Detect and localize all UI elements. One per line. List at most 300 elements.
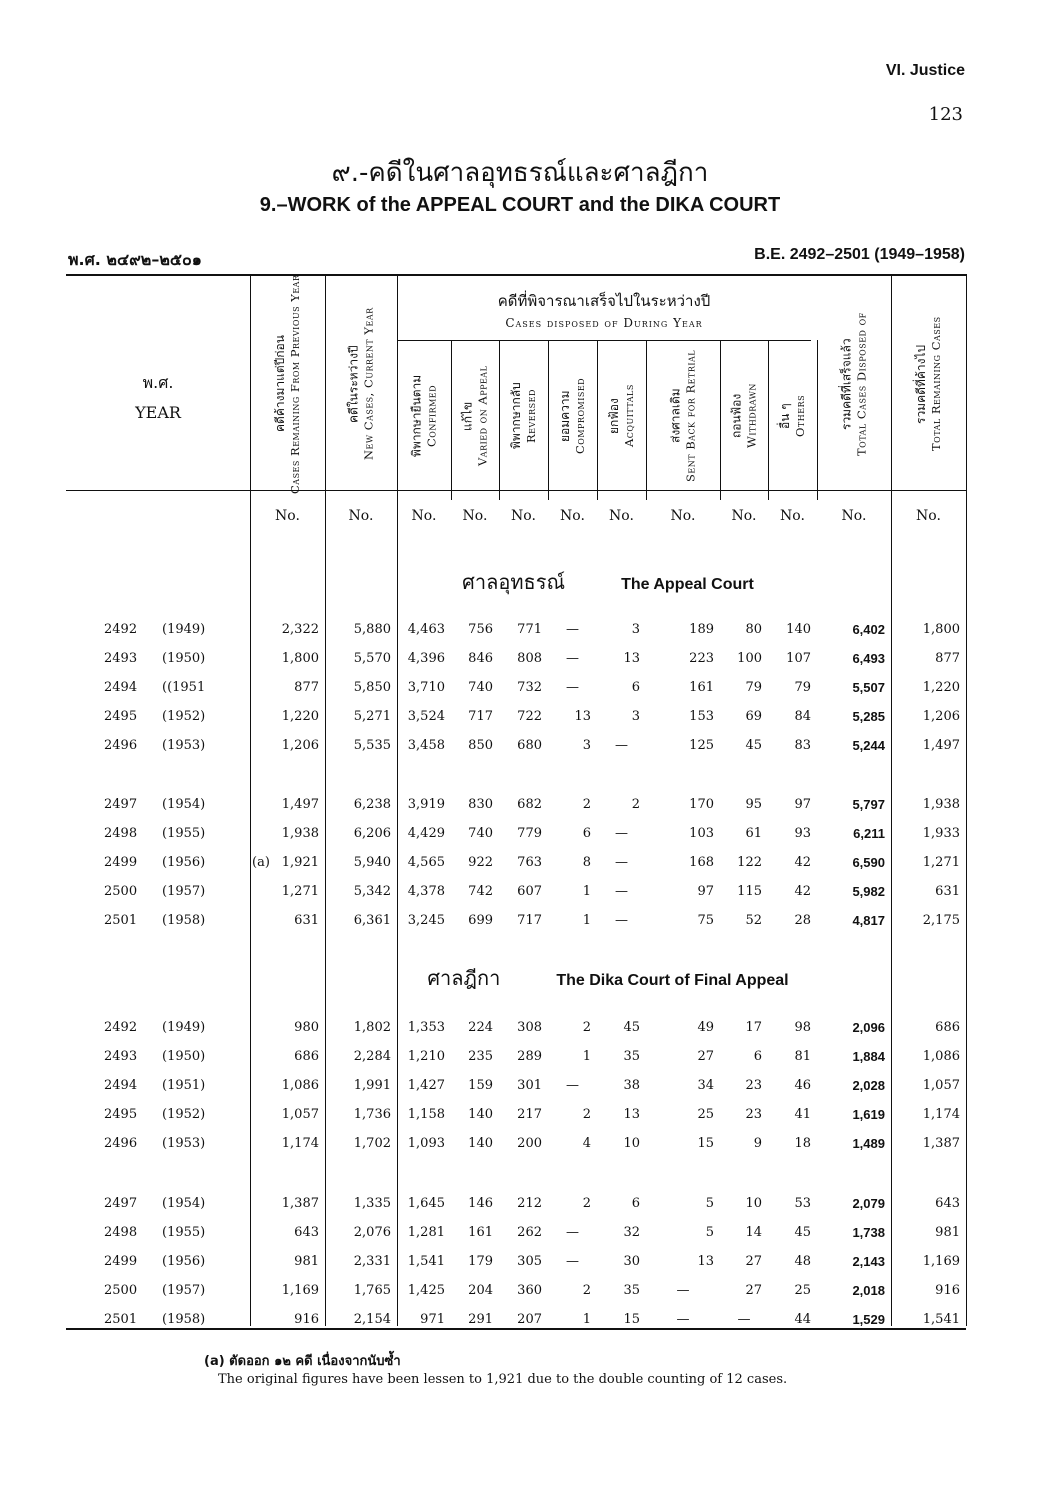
- table-cell: 1,541: [922, 1312, 960, 1327]
- table-cell: 1,353: [407, 1020, 445, 1035]
- table-cell: 916: [935, 1283, 960, 1298]
- column-header-text: [558, 378, 587, 454]
- column-header-english: Acquittals: [621, 384, 636, 448]
- table-cell: 3: [631, 709, 640, 724]
- column-header-text: [460, 366, 489, 466]
- column-header-thai: คดีค้างมาแต่ปีก่อน: [272, 335, 287, 433]
- period: B.E. 2492–2501 (1949–1958): [754, 246, 965, 263]
- column-header-english: Sent Back for Retrial: [683, 349, 698, 483]
- table-cell: 2,284: [353, 1049, 391, 1064]
- table-cell: 5,285: [852, 709, 885, 724]
- table-cell: 5,342: [353, 884, 391, 899]
- group-divider: [397, 340, 811, 341]
- table-cell: 159: [468, 1078, 493, 1093]
- table-cell: 2,322: [281, 622, 319, 637]
- table-cell: 1: [582, 884, 591, 899]
- table-cell: 643: [294, 1225, 319, 1240]
- table-cell: 212: [517, 1196, 542, 1211]
- year-ad: (1958): [162, 913, 206, 928]
- table-cell: 83: [794, 738, 811, 753]
- column-header-thai: ส่งศาลเดิม: [668, 388, 683, 444]
- court-title-english: The Appeal Court: [621, 576, 754, 593]
- year-be: 2500: [104, 1283, 138, 1298]
- column-header-english: Total Cases Disposed of: [854, 312, 869, 456]
- table-cell: 8: [582, 855, 591, 870]
- column-header-thai: ยกฟ้อง: [606, 398, 621, 434]
- table-cell: 3,524: [407, 709, 445, 724]
- unit-label: No.: [275, 508, 300, 524]
- table-row: [0, 707, 1040, 731]
- table-cell: —: [566, 651, 579, 666]
- column-header: [597, 346, 646, 486]
- table-cell: 5,880: [353, 622, 391, 637]
- table-cell: 699: [468, 913, 493, 928]
- column-header-text: [409, 375, 438, 457]
- table-cell: 732: [517, 680, 542, 695]
- table-cell: 1,206: [281, 738, 319, 753]
- table-cell: 1,086: [281, 1078, 319, 1093]
- table-cell: 1,220: [922, 680, 960, 695]
- unit-label: No.: [916, 508, 941, 524]
- table-cell: 6: [631, 680, 640, 695]
- table-cell: 305: [517, 1254, 542, 1269]
- table-cell: 81: [794, 1049, 811, 1064]
- table-cell: 6: [631, 1196, 640, 1211]
- table-cell: 717: [517, 913, 542, 928]
- table-cell: 200: [517, 1136, 542, 1151]
- header-divider: [66, 490, 966, 491]
- column-header-english: Compromised: [572, 377, 587, 455]
- table-cell: 42: [794, 855, 811, 870]
- table-cell: 125: [689, 738, 714, 753]
- table-row: [0, 824, 1040, 848]
- table-cell: 97: [697, 884, 714, 899]
- table-row: [0, 736, 1040, 760]
- footnote-marker: (a): [252, 855, 270, 870]
- table-cell: 13: [697, 1254, 714, 1269]
- table-cell: 1,800: [281, 651, 319, 666]
- table-row: [0, 1281, 1040, 1305]
- table-cell: 289: [517, 1049, 542, 1064]
- table-cell: 2: [582, 1196, 591, 1211]
- table-cell: 6,206: [353, 826, 391, 841]
- table-cell: —: [566, 1078, 579, 1093]
- year-be: 2497: [104, 1196, 138, 1211]
- column-header-text: [914, 317, 943, 452]
- unit-label: No.: [511, 508, 536, 524]
- table-cell: —: [566, 1254, 579, 1269]
- column-header: [250, 274, 325, 494]
- table-cell: 6,402: [852, 622, 885, 637]
- table-cell: 14: [745, 1225, 762, 1240]
- table-cell: 49: [697, 1020, 714, 1035]
- table-cell: —: [615, 913, 628, 928]
- page-title-thai: ๙.-คดีในศาลอุทธรณ์และศาลฎีกา: [331, 158, 709, 188]
- unit-label: No.: [411, 508, 437, 524]
- table-cell: 10: [623, 1136, 640, 1151]
- table-cell: 756: [468, 622, 493, 637]
- table-cell: 79: [745, 680, 762, 695]
- table-cell: 84: [794, 709, 811, 724]
- column-header-english: Others: [792, 394, 807, 438]
- table-cell: 1,991: [353, 1078, 391, 1093]
- year-be: 2498: [104, 1225, 138, 1240]
- year-be: 2501: [104, 1312, 138, 1327]
- unit-label: No.: [780, 508, 805, 524]
- year-ad: (1954): [162, 1196, 206, 1211]
- column-header: [817, 282, 891, 486]
- table-cell: 168: [689, 855, 714, 870]
- table-cell: 1,210: [407, 1049, 445, 1064]
- table-cell: 18: [794, 1136, 811, 1151]
- table-cell: 35: [623, 1283, 640, 1298]
- column-header-english: Confirmed: [424, 384, 439, 448]
- table-cell: 2,154: [353, 1312, 391, 1327]
- table-cell: —: [615, 738, 628, 753]
- year-be: 2492: [104, 622, 138, 637]
- table-cell: 2,076: [353, 1225, 391, 1240]
- year-ad: (1950): [162, 651, 206, 666]
- footnote: The original figures have been lessen to 1,921 due to the double counting of 12 cases.: [218, 1372, 788, 1387]
- year-be: 2500: [104, 884, 138, 899]
- table-cell: 5,244: [852, 738, 885, 753]
- table-cell: 2,028: [852, 1078, 885, 1093]
- table-cell: 1,645: [407, 1196, 445, 1211]
- column-header-thai: แก้ไข: [460, 401, 475, 431]
- table-cell: 4,378: [407, 884, 445, 899]
- table-cell: 1,736: [353, 1107, 391, 1122]
- table-cell: 217: [517, 1107, 542, 1122]
- table-cell: 13: [574, 709, 591, 724]
- table-cell: 4: [582, 1136, 591, 1151]
- column-header-thai: คดีในระหว่างปี: [346, 345, 361, 423]
- column-header: [397, 346, 451, 486]
- table-cell: 1,169: [281, 1283, 319, 1298]
- year-ad: (1952): [162, 709, 206, 724]
- table-cell: 1,169: [922, 1254, 960, 1269]
- table-cell: 10: [745, 1196, 762, 1211]
- unit-label: No.: [670, 508, 696, 524]
- table-cell: 1,427: [407, 1078, 445, 1093]
- year-ad: (1955): [162, 826, 206, 841]
- table-cell: —: [615, 884, 628, 899]
- table-cell: 153: [689, 709, 714, 724]
- table-cell: 6: [753, 1049, 762, 1064]
- period-thai: พ.ศ. ๒๔๙๒–๒๕๐๑: [68, 250, 202, 269]
- table-cell: 262: [517, 1225, 542, 1240]
- year-ad: (1953): [162, 738, 206, 753]
- table-row: [0, 1194, 1040, 1218]
- table-cell: 4,463: [407, 622, 445, 637]
- table-cell: 5,982: [852, 884, 885, 899]
- column-header-english: Total Remaining Cases: [928, 316, 943, 452]
- table-cell: 5: [705, 1196, 714, 1211]
- table-cell: 971: [420, 1312, 445, 1327]
- table-cell: 28: [794, 913, 811, 928]
- table-cell: 980: [294, 1020, 319, 1035]
- table-cell: 3,245: [407, 913, 445, 928]
- column-header-text: [509, 383, 538, 450]
- table-cell: —: [566, 1225, 579, 1240]
- table-cell: 122: [737, 855, 762, 870]
- table-cell: 1,057: [281, 1107, 319, 1122]
- table-cell: 140: [468, 1136, 493, 1151]
- table-cell: 1,802: [353, 1020, 391, 1035]
- table-cell: —: [615, 855, 628, 870]
- table-cell: 97: [794, 797, 811, 812]
- table-cell: 2: [582, 1020, 591, 1035]
- table-cell: 179: [468, 1254, 493, 1269]
- table-cell: 3: [582, 738, 591, 753]
- table-cell: 3,919: [407, 797, 445, 812]
- year-ad: (1953): [162, 1136, 206, 1151]
- unit-label: No.: [841, 508, 867, 524]
- table-cell: 1,800: [922, 622, 960, 637]
- table-cell: 916: [294, 1312, 319, 1327]
- column-header-thai: อื่น ๆ: [777, 403, 792, 429]
- table-cell: 1,702: [353, 1136, 391, 1151]
- column-header-text: [778, 395, 807, 437]
- year-be: 2493: [104, 1049, 138, 1064]
- table-cell: 69: [745, 709, 762, 724]
- table-cell: 1,387: [281, 1196, 319, 1211]
- table-cell: 850: [468, 738, 493, 753]
- unit-label: No.: [609, 508, 634, 524]
- table-cell: 1,921: [281, 855, 319, 870]
- table-cell: 779: [517, 826, 542, 841]
- table-cell: 717: [468, 709, 493, 724]
- column-header-text: [729, 384, 758, 449]
- table-cell: 877: [935, 651, 960, 666]
- table-cell: 1,086: [922, 1049, 960, 1064]
- table-cell: 1,541: [407, 1254, 445, 1269]
- table-cell: 5,797: [852, 797, 885, 812]
- table-cell: —: [737, 1312, 751, 1327]
- table-cell: 877: [294, 680, 319, 695]
- table-cell: 1,158: [407, 1107, 445, 1122]
- column-header: [720, 346, 768, 486]
- table-cell: 846: [468, 651, 493, 666]
- table-cell: 2,079: [852, 1196, 885, 1211]
- table-cell: 38: [623, 1078, 640, 1093]
- table-cell: 5,535: [353, 738, 391, 753]
- table-cell: 140: [786, 622, 811, 637]
- court-section-title: [250, 962, 966, 994]
- table-cell: 308: [517, 1020, 542, 1035]
- table-cell: 686: [294, 1049, 319, 1064]
- table-cell: 1,938: [281, 826, 319, 841]
- table-cell: 27: [745, 1254, 762, 1269]
- year-column-header: [66, 368, 250, 428]
- table-cell: 140: [468, 1107, 493, 1122]
- table-cell: 100: [737, 651, 762, 666]
- table-cell: 23: [745, 1078, 762, 1093]
- year-be: 2492: [104, 1020, 138, 1035]
- table-cell: 15: [697, 1136, 714, 1151]
- table-cell: 631: [294, 913, 319, 928]
- table-cell: 27: [697, 1049, 714, 1064]
- table-cell: 46: [794, 1078, 811, 1093]
- column-header: [891, 282, 966, 486]
- column-header: [325, 282, 397, 486]
- table-cell: 1: [582, 1312, 591, 1327]
- table-cell: 1: [582, 1049, 591, 1064]
- table-cell: 75: [697, 913, 714, 928]
- table-cell: 360: [517, 1283, 542, 1298]
- table-cell: 680: [517, 738, 542, 753]
- column-header: [548, 346, 597, 486]
- table-cell: 53: [794, 1196, 811, 1211]
- year-be: 2499: [104, 855, 138, 870]
- column-header-text: [668, 350, 697, 482]
- column-header-text: [273, 274, 302, 493]
- table-cell: 4,429: [407, 826, 445, 841]
- table-row: [0, 1134, 1040, 1158]
- year-be: 2493: [104, 651, 138, 666]
- table-cell: 2,143: [852, 1254, 885, 1269]
- table-cell: 223: [689, 651, 714, 666]
- table-cell: 4,565: [407, 855, 445, 870]
- disposed-group-header: [397, 290, 811, 334]
- column-header: [451, 346, 499, 486]
- table-cell: 763: [517, 855, 542, 870]
- table-cell: 25: [697, 1107, 714, 1122]
- table-row: [0, 853, 1040, 877]
- table-cell: 981: [935, 1225, 960, 1240]
- column-header-thai: ยอมความ: [557, 390, 572, 442]
- table-cell: 161: [468, 1225, 493, 1240]
- table-cell: 1,738: [852, 1225, 885, 1240]
- table-row: [0, 1223, 1040, 1247]
- column-header-thai: พิพากษากลับ: [508, 382, 523, 450]
- table-cell: 17: [745, 1020, 762, 1035]
- table-cell: —: [566, 622, 579, 637]
- year-be: 2501: [104, 913, 138, 928]
- table-cell: —: [676, 1312, 690, 1327]
- year-be: 2495: [104, 709, 138, 724]
- column-header: [646, 346, 720, 486]
- table-cell: 722: [517, 709, 542, 724]
- court-title-thai: ศาลฎีกา: [427, 966, 501, 990]
- year-ad: (1956): [162, 1254, 206, 1269]
- table-cell: 15: [623, 1312, 640, 1327]
- table-cell: 115: [737, 884, 762, 899]
- year-be: 2494: [104, 680, 138, 695]
- table-cell: 5,850: [353, 680, 391, 695]
- table-cell: 4,396: [407, 651, 445, 666]
- table-row: [0, 649, 1040, 673]
- table-row: [0, 1076, 1040, 1100]
- table-cell: 1,271: [922, 855, 960, 870]
- column-header-thai: รวมคดีที่ค้างไป: [913, 344, 928, 424]
- table-cell: 5: [705, 1225, 714, 1240]
- table-cell: 189: [689, 622, 714, 637]
- year-ad: (1952): [162, 1107, 206, 1122]
- table-cell: 830: [468, 797, 493, 812]
- table-cell: 2,018: [852, 1283, 885, 1298]
- year-be: 2494: [104, 1078, 138, 1093]
- table-cell: 1,938: [922, 797, 960, 812]
- table-cell: 2: [582, 797, 591, 812]
- table-cell: 2,331: [353, 1254, 391, 1269]
- table-cell: 2,096: [852, 1020, 885, 1035]
- page-number: 123: [928, 104, 963, 125]
- unit-label: No.: [462, 508, 488, 524]
- table-cell: 48: [794, 1254, 811, 1269]
- table-row: [0, 1252, 1040, 1276]
- column-header: [768, 346, 817, 486]
- table-cell: 1,529: [852, 1312, 885, 1327]
- table-cell: 61: [745, 826, 762, 841]
- table-cell: 161: [689, 680, 714, 695]
- disposed-group-english: Cases disposed of During Year: [505, 316, 703, 330]
- table-cell: 771: [517, 622, 542, 637]
- table-cell: 3,710: [407, 680, 445, 695]
- table-cell: 2,175: [922, 913, 960, 928]
- table-cell: 3,458: [407, 738, 445, 753]
- year-be: 2499: [104, 1254, 138, 1269]
- table-cell: 301: [517, 1078, 542, 1093]
- table-cell: 146: [468, 1196, 493, 1211]
- table-cell: 13: [623, 1107, 640, 1122]
- table-cell: 79: [794, 680, 811, 695]
- year-header-thai: พ.ศ.: [142, 373, 174, 392]
- column-header-text: [839, 312, 868, 456]
- table-cell: 45: [794, 1225, 811, 1240]
- year-ad: (1955): [162, 1225, 206, 1240]
- table-cell: 1,497: [922, 738, 960, 753]
- column-header-thai: รวมคดีที่เสร็จแล้ว: [839, 338, 854, 430]
- table-cell: 1,884: [852, 1049, 885, 1064]
- table-cell: —: [676, 1283, 690, 1298]
- table-cell: 808: [517, 651, 542, 666]
- table-cell: 34: [697, 1078, 714, 1093]
- column-header-text: [346, 308, 375, 461]
- column-header-thai: ถอนฟ้อง: [729, 393, 744, 439]
- column-header-english: Cases Remaining From Previous Year: [287, 274, 302, 494]
- table-cell: 4,817: [852, 913, 885, 928]
- table-cell: 1,489: [852, 1136, 885, 1151]
- table-cell: 1,206: [922, 709, 960, 724]
- column-header-english: New Cases, Current Year: [361, 307, 376, 461]
- footnote-thai: (a) ตัดออก ๑๒ คดี เนื่องจากนับซ้ำ: [204, 1354, 401, 1369]
- year-be: 2496: [104, 1136, 138, 1151]
- year-ad: (1949): [162, 622, 206, 637]
- table-cell: 1,093: [407, 1136, 445, 1151]
- table-row: [0, 882, 1040, 906]
- table-cell: 1,335: [353, 1196, 391, 1211]
- table-cell: 25: [794, 1283, 811, 1298]
- table-cell: 2: [582, 1107, 591, 1122]
- table-cell: 631: [935, 884, 960, 899]
- year-be: 2496: [104, 738, 138, 753]
- table-cell: 103: [689, 826, 714, 841]
- table-cell: 27: [745, 1283, 762, 1298]
- table-cell: 1,174: [922, 1107, 960, 1122]
- table-cell: 1,281: [407, 1225, 445, 1240]
- table-cell: 5,507: [852, 680, 885, 695]
- unit-label: No.: [560, 508, 585, 524]
- table-cell: 107: [786, 651, 811, 666]
- table-cell: 643: [935, 1196, 960, 1211]
- year-ad: (1956): [162, 855, 206, 870]
- table-cell: 23: [745, 1107, 762, 1122]
- year-header-english: YEAR: [135, 403, 181, 422]
- table-cell: 170: [689, 797, 714, 812]
- table-cell: 1,425: [407, 1283, 445, 1298]
- table-row: [0, 795, 1040, 819]
- table-cell: 5,570: [353, 651, 391, 666]
